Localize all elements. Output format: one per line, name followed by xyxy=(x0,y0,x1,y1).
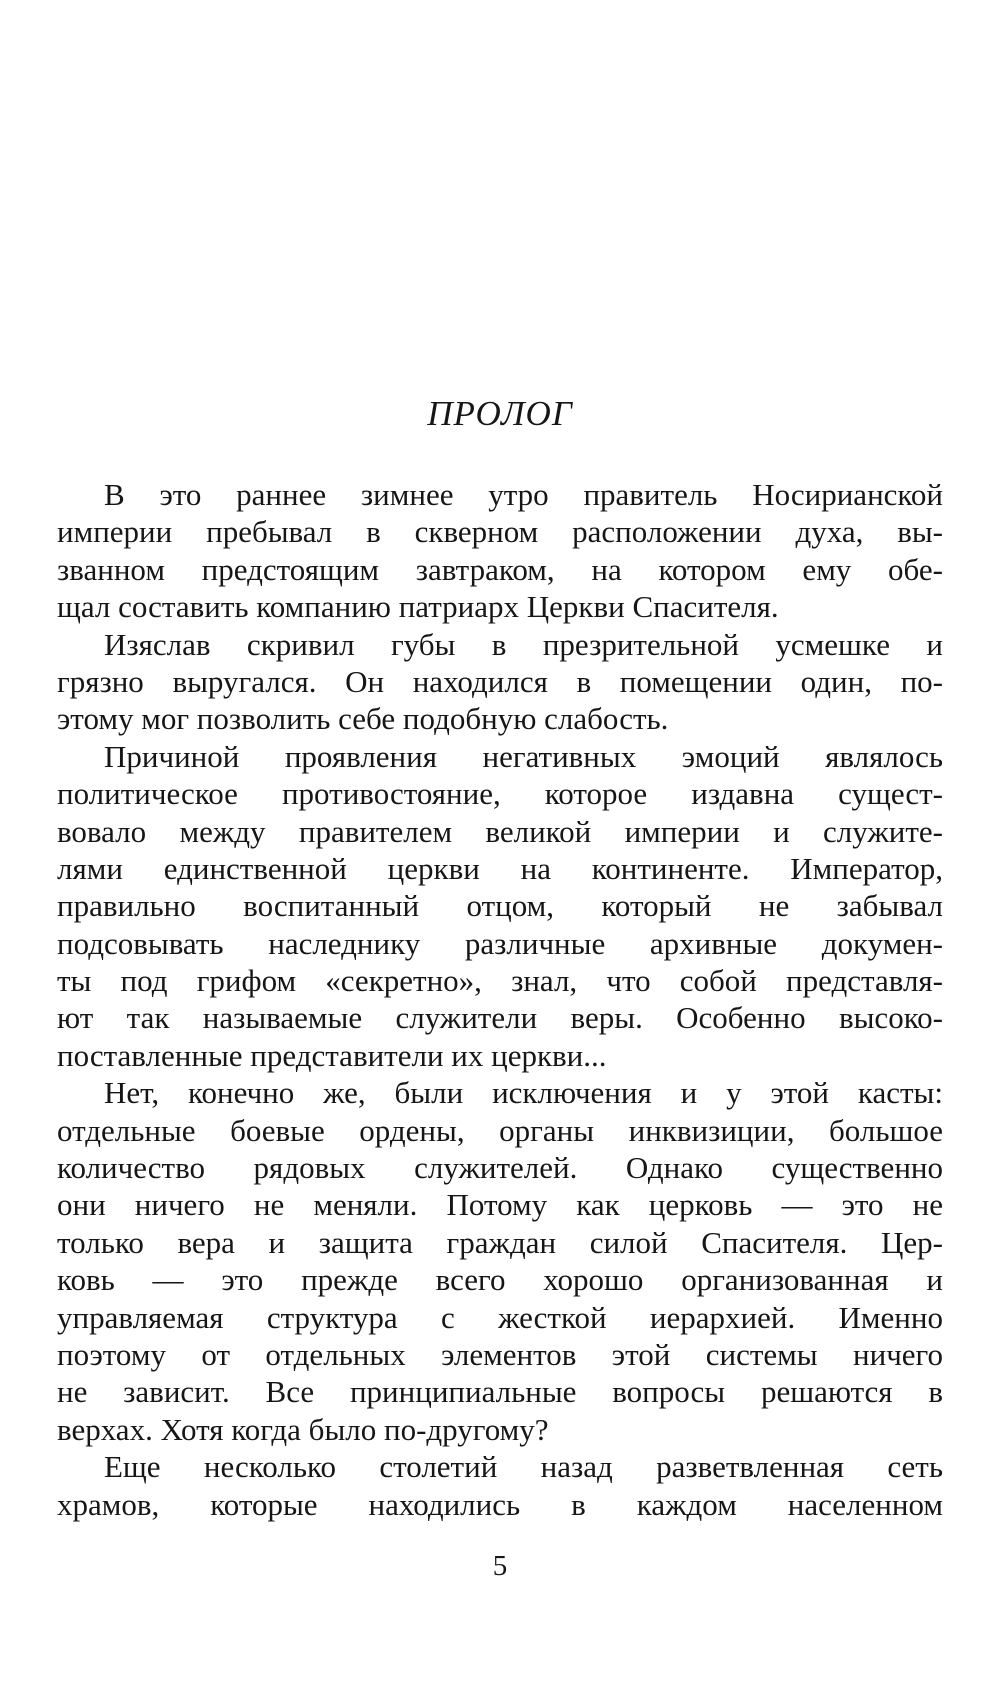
text-line: верхах. Хотя когда было по-другому? xyxy=(57,1411,549,1447)
text-line: подсовывать наследнику различные архивные докумен- xyxy=(57,925,943,961)
text-line: Еще несколько столетий назад разветвленная сеть xyxy=(104,1449,943,1485)
text-line: количество рядовых служителей. Однако существенно xyxy=(57,1150,943,1186)
page-number: 5 xyxy=(492,1550,508,1582)
text-line: управляемая структура с жесткой иерархией. Именно xyxy=(57,1299,943,1335)
text-line: поставленные представители их церкви... xyxy=(57,1037,607,1073)
text-line: В это раннее зимнее утро правитель Носирианской xyxy=(104,477,943,512)
text-line: вовало между правителем великой империи и служите- xyxy=(57,813,943,849)
text-line: ковь — это прежде всего хорошо организованная и xyxy=(57,1262,943,1298)
text-line: они ничего не меняли. Потому как церковь — это не xyxy=(57,1187,943,1223)
text-line: поэтому от отдельных элементов этой системы ничего xyxy=(57,1336,943,1372)
text-line: Изяслав скривил губы в презрительной усмешке и xyxy=(104,626,943,662)
text-line: политическое противостояние, которое издавна сущест- xyxy=(57,776,943,812)
text-line: грязно выругался. Он находился в помещении один, по- xyxy=(57,663,943,699)
text-line: не зависит. Все принципиальные вопросы решаются в xyxy=(57,1374,943,1410)
text-line: правильно воспитанный отцом, который не забывал xyxy=(57,888,943,924)
chapter-title: ПРОЛОГ xyxy=(427,394,573,433)
text-line: этому мог позволить себе подобную слабость. xyxy=(57,701,669,737)
text-line: ют так называемые служители веры. Особенно высоко- xyxy=(57,1000,943,1036)
text-line: ты под грифом «секретно», знал, что собой представля- xyxy=(57,963,943,999)
text-line: щал составить компанию патриарх Церкви Спасителя. xyxy=(57,589,779,625)
text-line: только вера и защита граждан силой Спасителя. Цер- xyxy=(57,1224,943,1260)
text-line: Причиной проявления негативных эмоций являлось xyxy=(104,738,943,774)
text-line: империи пребывал в скверном расположении духа, вы- xyxy=(57,514,943,550)
body-text xyxy=(57,476,943,1523)
text-line: лями единственной церкви на континенте. Император, xyxy=(57,850,943,886)
text-line: храмов, которые находились в каждом населенном xyxy=(57,1486,943,1522)
text-line: званном предстоящим завтраком, на котором ему обе- xyxy=(57,551,943,587)
text-line: отдельные боевые ордены, органы инквизиции, большое xyxy=(57,1112,943,1148)
text-line: Нет, конечно же, были исключения и у этой касты: xyxy=(104,1075,943,1111)
